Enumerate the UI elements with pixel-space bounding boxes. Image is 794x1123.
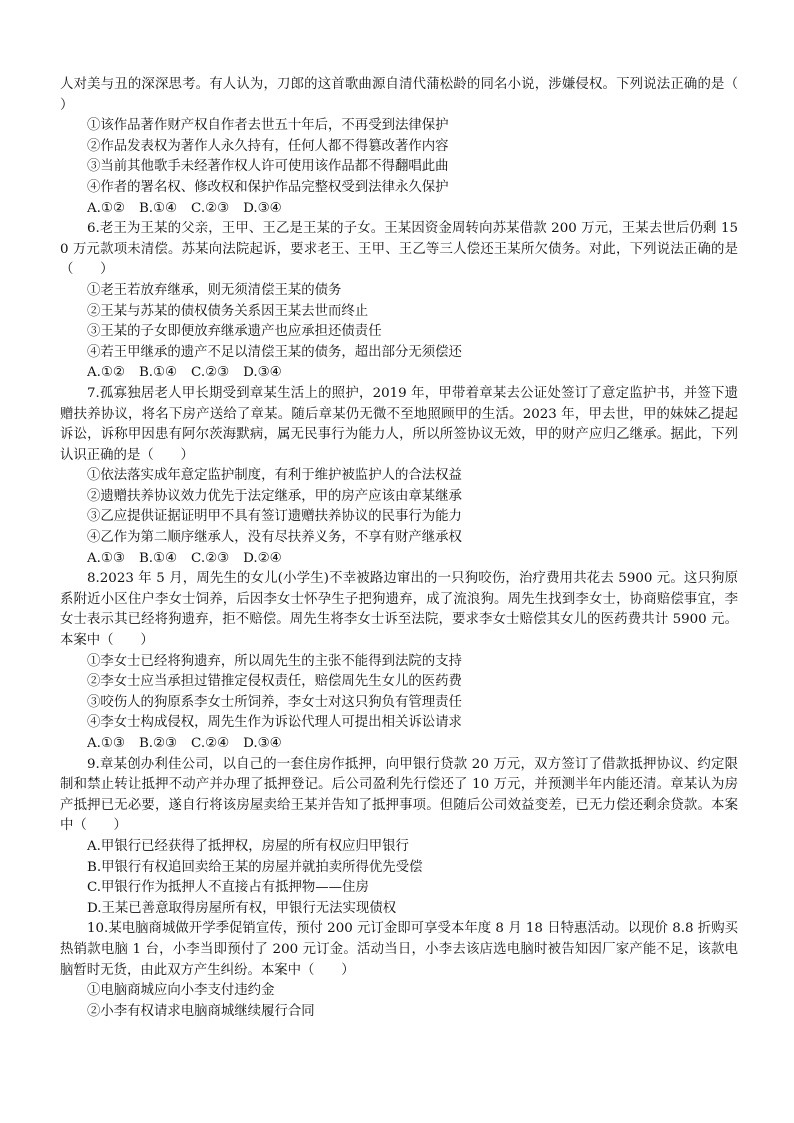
choice-a: A.①③ (87, 550, 125, 566)
option-1: ①李女士已经将狗遗弃，所以周先生的主张不能得到法院的支持 (87, 653, 462, 669)
question-5 (60, 75, 765, 219)
question-7 (60, 384, 738, 569)
option-3: ③王某的子女即便放弃继承遗产也应承担还债责任 (87, 324, 382, 340)
choice-c: C.②③ (191, 200, 230, 216)
option-3: ③乙应提供证据证明甲不具有签订遗赠扶养协议的民事行为能力 (87, 509, 462, 525)
option-2: ②遗赠扶养协议效力优先于法定继承，甲的房产应该由章某继承 (87, 488, 462, 504)
choice-b: B.①④ (138, 550, 178, 566)
option-b: B.甲银行有权追回卖给王某的房屋并就拍卖所得优先受偿 (87, 859, 423, 875)
option-3: ③咬伤人的狗原系李女士所饲养，李女士对这只狗负有管理责任 (87, 694, 462, 710)
option-2: ②王某与苏某的债权债务关系因王某去世而终止 (87, 303, 369, 319)
choice-d: D.③④ (243, 200, 282, 216)
option-4: ④作者的署名权、修改权和保护作品完整权受到法律永久保护 (87, 179, 449, 195)
option-a: A.甲银行已经获得了抵押权，房屋的所有权应归甲银行 (87, 838, 409, 854)
question-9 (60, 755, 738, 920)
question-stem: 7.孤寡独居老人甲长期受到章某生活上的照护，2019 年，甲带着章某去公证处签订了意定监护书，并签下遗赠扶养协议，将名下房产送给了章某。随后章某仍无微不至地照顾甲的生活。2023 年，甲去世，甲的妹妹乙提起诉讼，诉称甲因患有阿尔茨海默病，属无民事行为能力人，所以所签协议无效，甲的财产应归乙继承。据此，下列认识正确的是（ ） (60, 385, 738, 463)
option-1: ①依法落实成年意定监护制度，有利于维护被监护人的合法权益 (87, 468, 462, 484)
answer-choices (60, 549, 738, 570)
option-2: ②作品发表权为著作人永久持有，任何人都不得篡改著作内容 (87, 138, 449, 154)
option-c: C.甲银行作为抵押人不直接占有抵押物——住房 (87, 880, 369, 896)
option-1: ①老王若放弃继承，则无须清偿王某的债务 (87, 282, 342, 298)
option-4: ④李女士构成侵权，周先生作为诉讼代理人可提出相关诉讼请求 (87, 715, 462, 731)
question-8 (60, 569, 738, 754)
question-stem: 8.2023 年 5 月，周先生的女儿(小学生)不幸被路边窜出的一只狗咬伤，治疗费用共花去 5900 元。这只狗原系附近小区住户李女士饲养，后因李女士怀孕生子把狗遗弃，成了流浪狗。周先生找到李女士，协商赔偿事宜，李女士表示其已经将狗遗弃，拒不赔偿。周先生将李女士诉至法院，要求李女士赔偿其女儿的医药费共计 5900 元。本案中（ ） (60, 571, 738, 649)
choice-a: A.①② (87, 200, 125, 216)
choice-d: D.③④ (243, 736, 282, 751)
choice-a: A.①③ (87, 736, 125, 751)
answer-choices (60, 363, 738, 384)
option-1: ①该作品著作财产权自作者去世五十年后，不再受到法律保护 (87, 118, 449, 134)
question-stem: 10.某电脑商城做开学季促销宣传，预付 200 元订金即可享受本年度 8 月 18 日特惠活动。以现价 8.8 折购买热销款电脑 1 台，小李当即预付了 200 元订金。活动当日，小李去该店选电脑时被告知因厂家产能不足，该款电脑暂时无货，由此双方产生纠纷。本案中（ ） (60, 921, 738, 978)
question-stem: 6.老王为王某的父亲，王甲、王乙是王某的子女。王某因资金周转向苏某借款 200 万元，王某去世后仍剩 150 万元款项未清偿。苏某向法院起诉，要求老王、王甲、王乙等三人偿还王某所欠债务。对此，下列说法正确的是（ ） (60, 221, 738, 278)
option-4: ④若王甲继承的遗产不足以清偿王某的债务，超出部分无须偿还 (87, 344, 462, 360)
choice-b: B.①④ (138, 200, 178, 216)
choice-c: C.②③ (191, 550, 230, 566)
choice-b: B.①④ (138, 365, 178, 381)
question-6 (60, 219, 738, 384)
option-2: ②小李有权请求电脑商城继续履行合同 (87, 1003, 315, 1019)
option-d: D.王某已善意取得房屋所有权，甲银行无法实现债权 (87, 900, 397, 916)
choice-d: D.③④ (243, 365, 282, 381)
question-10 (60, 919, 738, 1022)
option-2: ②李女士应当承担过错推定侵权责任，赔偿周先生女儿的医药费 (87, 674, 462, 690)
choice-d: D.②④ (243, 550, 282, 566)
choice-c: C.②③ (191, 365, 230, 381)
question-stem: 9.章某创办利佳公司，以自己的一套住房作抵押，向甲银行贷款 20 万元，双方签订了借款抵押协议、约定限制和禁止转让抵押不动产并办理了抵押登记。后公司盈利先行偿还了 10 万元，并预测半年内能还清。章某认为房产抵押已无必要，遂自行将该房屋卖给王某并告知了抵押事项。但随后公司效益变差，已无力偿还剩余贷款。本案中（ ） (60, 756, 738, 834)
choice-a: A.①② (87, 365, 125, 381)
choice-c: C.②④ (191, 736, 230, 751)
question-stem: 人对美与丑的深深思考。有人认为，刀郎的这首歌曲源自清代蒲松龄的同名小说，涉嫌侵权。下列说法正确的是（ ） (60, 77, 765, 113)
option-4: ④乙作为第二顺序继承人，没有尽扶养义务，不享有财产继承权 (87, 530, 462, 546)
choice-b: B.②③ (138, 736, 178, 751)
exam-page (60, 75, 765, 1022)
answer-choices (60, 734, 738, 755)
option-1: ①电脑商城应向小李支付违约金 (87, 983, 275, 999)
answer-choices (60, 199, 738, 220)
option-3: ③当前其他歌手未经著作权人许可使用该作品都不得翻唱此曲 (87, 159, 449, 175)
